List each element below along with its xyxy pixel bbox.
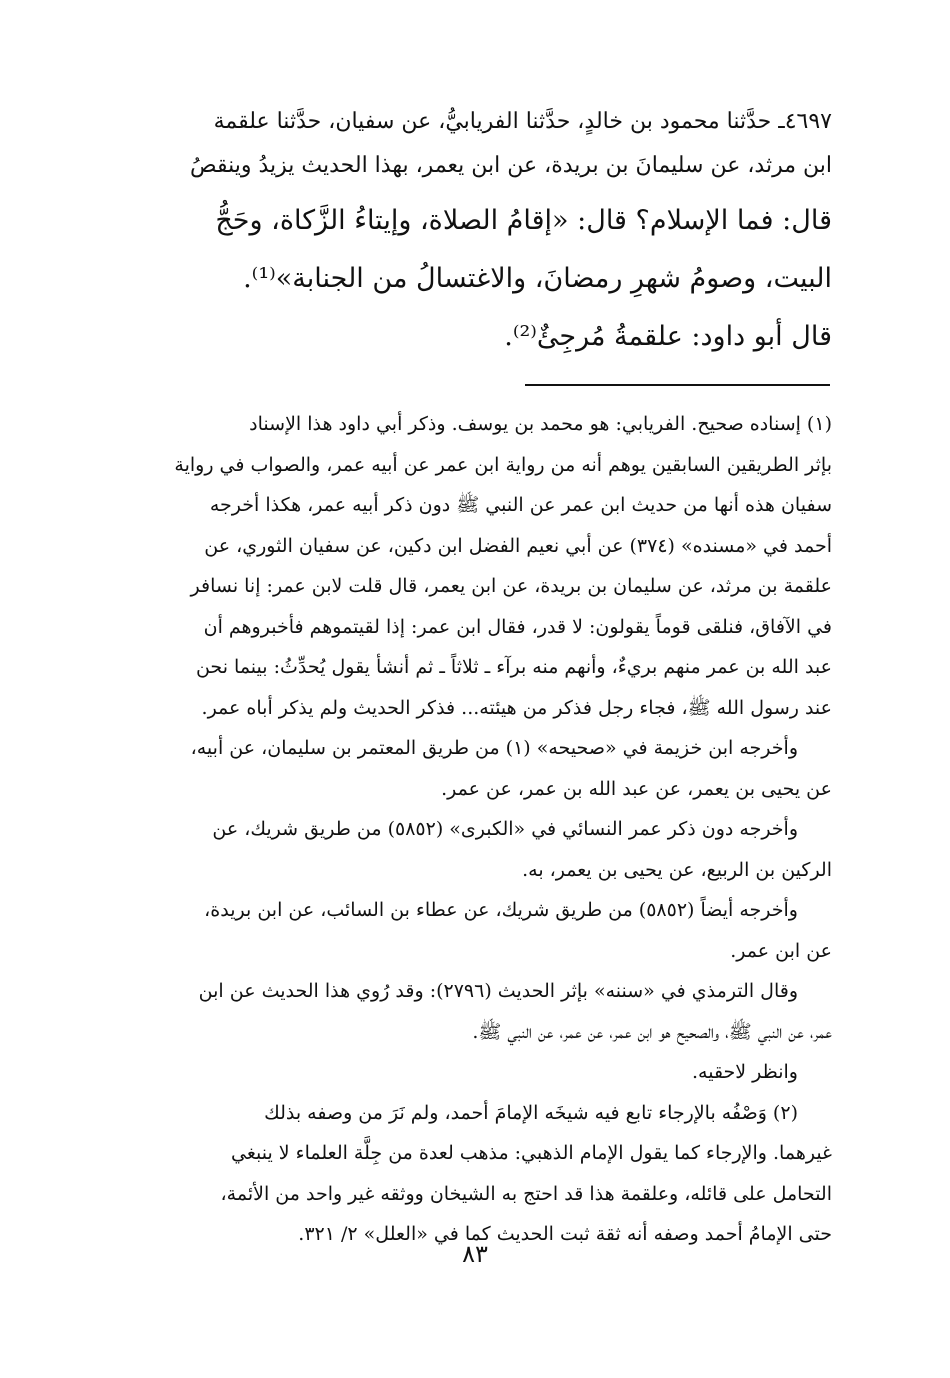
footnote-line: وأخرجه دون ذكر عمر النسائي في «الكبرى» (٥٨٥٢) من طريق شريك، عن	[212, 818, 798, 840]
footnote-divider	[525, 384, 830, 386]
text-line: ابن مرثد، عن سليمانَ بن بريدة، عن ابن يعمر، بهذا الحديث يزيدُ وينقصُ	[190, 153, 832, 178]
footnote-line: وأخرجه أيضاً (٥٨٥٢) من طريق شريك، عن عطاء بن السائب، عن ابن بريدة،	[204, 899, 798, 921]
footnote-line: بإثر الطريقين السابقين يوهم أنه من رواية ابن عمر عن أبيه عمر، والصواب في رواية	[174, 453, 832, 476]
footnote-line: الركين بن الربيع، عن يحيى بن يعمر، به.	[522, 858, 832, 881]
footnote-line: في الآفاق، فنلقى قوماً يقولون: لا قدر، فقال ابن عمر: إذا لقيتموهم فأخبروهم أن	[203, 615, 832, 638]
footnote-line: علقمة بن مرثد، عن سليمان بن بريدة، عن ابن يعمر، قال قلت لابن عمر: إنا نسافر	[190, 575, 832, 597]
footnote-line: وأخرجه ابن خزيمة في «صحيحه» (١) من طريق المعتمر بن سليمان، عن أبيه،	[190, 737, 798, 759]
footnote-line: عن ابن عمر.	[730, 939, 832, 962]
footnote-line: غيرهما. والإرجاء كما يقول الإمام الذهبي: مذهب لعدة من جِلَّة العلماء لا ينبغي	[230, 1142, 832, 1164]
hadith-matn	[110, 192, 832, 366]
footnote-line: التحامل على قائله، وعلقمة هذا قد احتج به الشيخان ووثقه غير واحد من الأئمة،	[220, 1182, 832, 1205]
footnote-line: (٢) وَصْفُه بالإرجاء تابع فيه شيخَه الإمامَ أحمد، ولم نَرَ من وصفه بذلك	[264, 1101, 798, 1124]
abu-dawud-comment: قال أبو داود: علقمةُ مُرجِئٌ⁽²⁾.	[504, 321, 832, 352]
footnote-line: عن يحيى بن يعمر، عن عبد الله بن عمر، عن عمر.	[441, 777, 832, 800]
footnote-line: عمر، عن النبي ﷺ، والصحيح هو ابن عمر، عن عمر، عن النبي ﷺ.	[472, 1020, 832, 1043]
footnote-line: أحمد في «مسنده» (٣٧٤) عن أبي نعيم الفضل ابن دكين، عن سفيان الثوري، عن	[204, 534, 832, 557]
footnote-line: سفيان هذه أنها من حديث ابن عمر عن النبي ﷺ دون ذكر أبيه عمر، هكذا أخرجه	[209, 494, 832, 516]
main-text	[110, 100, 832, 366]
text-line: ٤٦٩٧ـ حدَّثنا محمود بن خالدٍ، حدَّثنا الفريابيُّ، عن سفيان، حدَّثنا علقمة	[213, 109, 832, 134]
text-line: قال: فما الإسلام؟ قال: «إقامُ الصلاة، وإيتاءُ الزَّكاة، وحَجُّ	[215, 205, 832, 236]
page-number: ٨٣	[462, 1240, 488, 1268]
footnote-line: عند رسول الله ﷺ، فجاء رجل فذكر من هيئته... فذكر الحديث ولم يذكر أباه عمر.	[201, 696, 832, 719]
footnote-line: وانظر لاحقيه.	[691, 1061, 798, 1083]
footnote-line: وقال الترمذي في «سننه» بإثر الحديث (٢٧٩٦): وقد رُوي هذا الحديث عن ابن	[198, 980, 798, 1002]
footnote-line: عبد الله بن عمر منهم بريءٌ، وأنهم منه برآء ـ ثلاثاً ـ ثم أنشأ يقول يُحدِّثُ: بينما نحن	[195, 656, 832, 678]
footnote-line: (١) إسناده صحيح. الفريابي: هو محمد بن يوسف. وذكر أبي داود هذا الإسناد	[249, 413, 832, 435]
footnotes	[110, 404, 832, 1255]
hadith-isnad	[110, 100, 832, 188]
text-line: البيت، وصومُ شهرِ رمضانَ، والاغتسالُ من الجنابة»⁽¹⁾.	[243, 263, 832, 294]
footnote-line: حتى الإمامُ أحمد وصفه أنه ثقة ثبت الحديث كما في «العلل» ٢/ ٣٢١.	[298, 1223, 832, 1245]
